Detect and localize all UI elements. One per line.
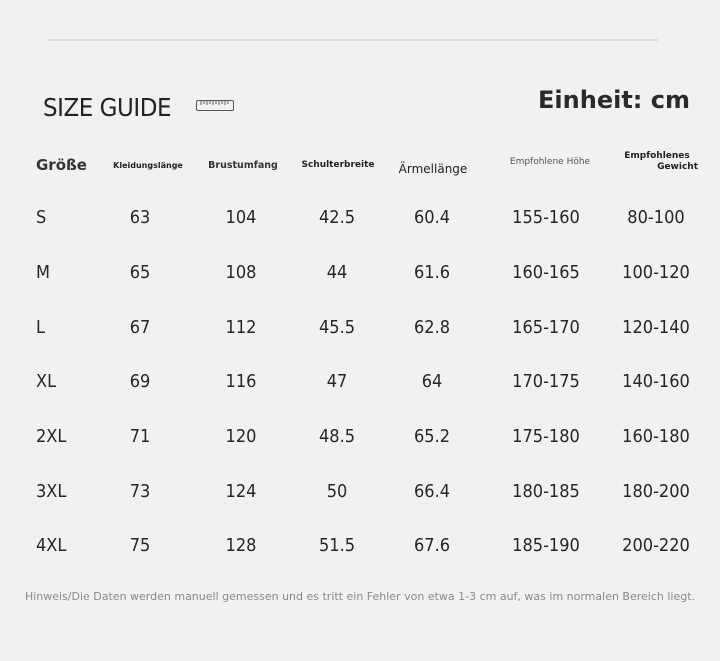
cell-chest: 128 bbox=[225, 534, 257, 556]
header-weight-line2: Gewicht bbox=[657, 162, 698, 172]
cell-chest: 108 bbox=[225, 261, 257, 283]
cell-size: M bbox=[36, 261, 50, 283]
cell-size: XL bbox=[36, 370, 57, 392]
cell-weight: 160-180 bbox=[622, 425, 690, 447]
header-weight-line1: Empfohlenes bbox=[624, 151, 690, 161]
table-row bbox=[0, 530, 720, 560]
cell-size: S bbox=[36, 206, 47, 228]
cell-sleeve: 67.6 bbox=[413, 534, 451, 556]
cell-weight: 140-160 bbox=[622, 370, 690, 392]
header-shoulder: Schulterbreite bbox=[301, 160, 375, 170]
cell-height: 170-175 bbox=[512, 370, 580, 392]
cell-size: 3XL bbox=[36, 480, 67, 502]
cell-chest: 112 bbox=[225, 316, 257, 338]
top-divider bbox=[48, 39, 658, 41]
header-chest: Brustumfang bbox=[208, 159, 278, 171]
cell-length: 63 bbox=[129, 206, 151, 228]
cell-length: 73 bbox=[129, 480, 151, 502]
cell-height: 160-165 bbox=[512, 261, 580, 283]
cell-size: 4XL bbox=[36, 534, 67, 556]
cell-sleeve: 66.4 bbox=[413, 480, 451, 502]
header-weight bbox=[612, 146, 702, 178]
cell-sleeve: 65.2 bbox=[413, 425, 451, 447]
table-row bbox=[0, 257, 720, 287]
cell-weight: 80-100 bbox=[627, 206, 685, 228]
cell-chest: 116 bbox=[225, 370, 257, 392]
measurement-note: Hinweis/Die Daten werden manuell gemessen und es tritt ein Fehler von etwa 1-3 cm auf, was im normalen Bereich liegt. bbox=[24, 590, 696, 603]
cell-chest: 124 bbox=[225, 480, 257, 502]
table-row bbox=[0, 366, 720, 396]
cell-length: 75 bbox=[129, 534, 151, 556]
table-row bbox=[0, 202, 720, 232]
cell-size: L bbox=[36, 316, 46, 338]
cell-weight: 180-200 bbox=[622, 480, 690, 502]
cell-shoulder: 45.5 bbox=[318, 316, 356, 338]
cell-height: 185-190 bbox=[512, 534, 580, 556]
cell-sleeve: 62.8 bbox=[413, 316, 451, 338]
unit-label: Einheit: cm bbox=[538, 86, 690, 114]
cell-chest: 104 bbox=[225, 206, 257, 228]
cell-weight: 120-140 bbox=[622, 316, 690, 338]
header-length: Kleidungslänge bbox=[113, 160, 183, 170]
cell-length: 67 bbox=[129, 316, 151, 338]
cell-height: 180-185 bbox=[512, 480, 580, 502]
cell-sleeve: 60.4 bbox=[413, 206, 451, 228]
cell-shoulder: 47 bbox=[326, 370, 348, 392]
cell-shoulder: 51.5 bbox=[318, 534, 356, 556]
header-height: Empfohlene Höhe bbox=[509, 157, 591, 167]
cell-chest: 120 bbox=[225, 425, 257, 447]
table-row bbox=[0, 312, 720, 342]
title-group bbox=[43, 92, 182, 122]
cell-sleeve: 64 bbox=[421, 370, 443, 392]
cell-height: 155-160 bbox=[512, 206, 580, 228]
header-sleeve: Ärmellänge bbox=[398, 162, 468, 176]
cell-length: 65 bbox=[129, 261, 151, 283]
cell-weight: 100-120 bbox=[622, 261, 690, 283]
cell-height: 175-180 bbox=[512, 425, 580, 447]
ruler-icon bbox=[196, 100, 234, 111]
cell-shoulder: 42.5 bbox=[318, 206, 356, 228]
header-size: Größe bbox=[36, 156, 87, 174]
cell-weight: 200-220 bbox=[622, 534, 690, 556]
cell-shoulder: 48.5 bbox=[318, 425, 356, 447]
cell-shoulder: 44 bbox=[326, 261, 348, 283]
table-row bbox=[0, 421, 720, 451]
cell-sleeve: 61.6 bbox=[413, 261, 451, 283]
cell-length: 69 bbox=[129, 370, 151, 392]
cell-shoulder: 50 bbox=[326, 480, 348, 502]
page-title: SIZE GUIDE bbox=[43, 92, 172, 122]
cell-length: 71 bbox=[129, 425, 151, 447]
cell-size: 2XL bbox=[36, 425, 67, 447]
table-row bbox=[0, 476, 720, 506]
cell-height: 165-170 bbox=[512, 316, 580, 338]
